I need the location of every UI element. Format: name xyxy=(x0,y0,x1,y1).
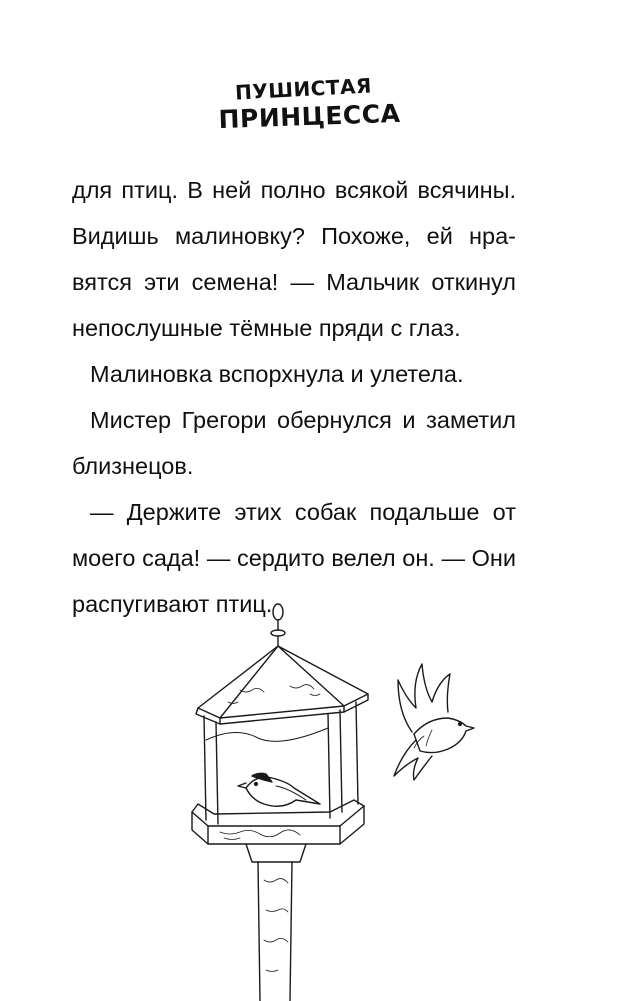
finial-icon xyxy=(271,604,285,646)
perched-bird-icon xyxy=(238,773,320,806)
feeder-pole xyxy=(246,844,306,1001)
running-header xyxy=(0,73,619,135)
paragraph-4: — Держите этих собак подальше от моего сада! — сердито велел он. — Они распугивают птиц. xyxy=(72,499,516,617)
flying-bird-icon xyxy=(394,664,474,780)
paragraph-2: Малиновка вспорхнула и улетела. xyxy=(90,361,464,387)
bird-feeder-illustration xyxy=(180,590,480,1001)
paragraph-3: Мистер Грегори обернулся и заметил близнецов. xyxy=(72,407,516,479)
header-title-line2: ПРИНЦЕССА xyxy=(218,98,401,135)
body-text xyxy=(72,167,516,627)
roof-icon xyxy=(196,646,368,724)
header-title-line1: ПУШИСТАЯ xyxy=(234,73,373,105)
paragraph-1: для птиц. В ней полно всякой всячины. Видишь малиновку? Похоже, ей нра-вятся эти семена! — Мальчик откинул непослушные тёмные пряди с глаз. xyxy=(72,177,516,341)
